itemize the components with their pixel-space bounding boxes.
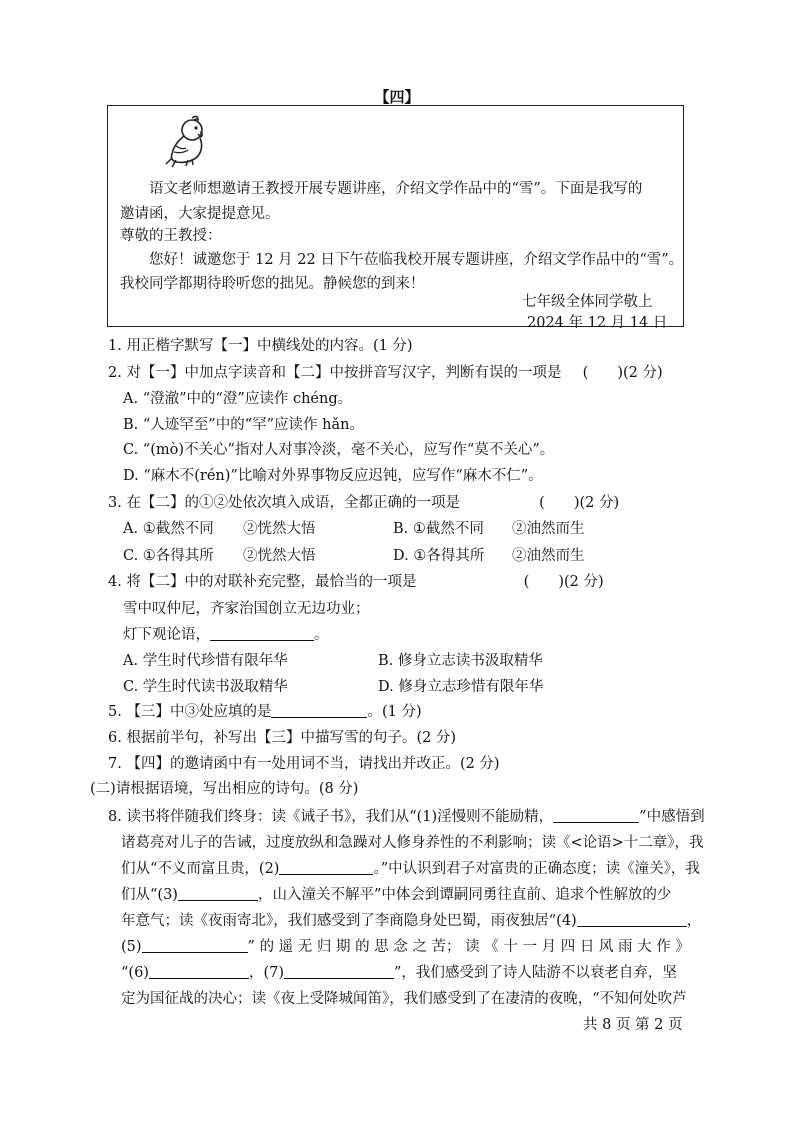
letter-intro-line1: 语文老师想邀请王教授开展专题讲座，介绍文学作品中的“雪”。下面是我写的 [149,181,643,197]
question-3 [108,491,619,512]
question-2-option-a: A. “澄澈”中的“澄”应读作 chéng。 [123,391,353,407]
q8-line-7-suffix: ”，我们感受到了诗人陆游不以衰老自弃，坚 [394,965,677,981]
page-footer: 共 8 页 第 2 页 [583,1017,683,1033]
q8-line-7-middle: ，(7) [248,965,284,981]
question-3-option-d1: D. ①各得其所 [393,548,485,564]
question-4-option-c: C. 学生时代读书汲取精华 [123,679,288,695]
letter-salutation: 尊敬的王教授： [120,228,222,244]
question-3-option-b1: B. ①截然不同 [393,521,484,537]
letter-intro-line2: 邀请函，大家提提意见。 [120,206,280,222]
question-5-prefix: 5. 【三】中③处应填的是 [108,704,272,720]
question-8-line-2: 诸葛亮对儿子的告诫，过度放纵和急躁对人修身养性的不利影响；读《<论语>十二章》，我 [121,835,704,851]
answer-blank[interactable] [142,938,248,953]
question-3-option-d2: ②油然而生 [512,548,585,564]
question-4-option-d: D. 修身立志珍惜有限年华 [378,679,544,695]
bird-icon [162,112,218,168]
question-1: 1. 用正楷字默写【一】中横线处的内容。(1 分) [108,338,413,354]
q8-line-1-prefix: 8. 读书将伴随我们终身：读《诫子书》，我们从“(1)淫慢则不能励精， [108,809,554,825]
part-2-heading: (二)请根据语境，写出相应的诗句。(8 分) [90,781,359,797]
question-8-line-3 [121,857,700,878]
question-8-line-5 [121,909,701,930]
question-4-score: (2 分) [564,574,604,590]
question-6: 6. 根据前半句，补写出【三】中描写雪的句子。(2 分) [108,730,457,746]
answer-paren[interactable]: ( ) [539,495,580,511]
letter-body-line1: 您好！诚邀您于 12 月 22 日下午莅临我校开展专题讲座，介绍文学作品中的“雪”。 [149,252,684,268]
question-8-line-7 [121,961,677,982]
letter-date: 2024 年 12 月 14 日 [527,315,668,331]
question-2 [108,361,663,382]
question-4 [108,570,604,591]
question-2-option-c: C. “(mò)不关心”指对人对事冷淡，毫不关心，应写作“莫不关心”。 [123,442,555,458]
q8-line-5-prefix: 年意气；读《夜雨寄北》，我们感受到了李商隐身处巴蜀，雨夜独居“(4) [121,913,577,929]
question-3-option-a2: ②恍然大悟 [243,521,316,537]
question-3-option-a1: A. ①截然不同 [123,521,214,537]
question-3-option-c2: ②恍然大悟 [243,548,316,564]
answer-blank[interactable] [210,626,314,641]
q8-line-6-prefix: (5) [121,939,142,955]
question-2-score: (2 分) [623,365,663,381]
letter-signature: 七年级全体同学敬上 [522,294,653,310]
question-4-option-b: B. 修身立志读书汲取精华 [378,653,543,669]
answer-blank[interactable] [284,964,394,979]
question-2-option-b: B. “人迹罕至”中的“罕”应读作 hǎn。 [123,417,364,433]
question-2-stem: 2. 对【一】中加点字读音和【二】中按拼音写汉字，判断有误的一项是 [108,365,562,381]
question-8-line-6 [121,935,690,956]
question-4-couplet-1: 雪中叹仲尼，齐家治国创立无边功业； [123,601,370,617]
question-3-option-c1: C. ①各得其所 [123,548,214,564]
question-4-option-a: A. 学生时代珍惜有限年华 [123,653,288,669]
question-3-score: (2 分) [579,495,620,511]
answer-paren[interactable]: ( ) [523,574,564,590]
question-2-option-d: D. “麻木不(rén)”比喻对外界事物反应迟钝，应写作“麻木不仁”。 [123,468,543,484]
q8-line-4-prefix: 们从“(3) [121,887,178,903]
answer-blank[interactable] [279,860,373,875]
q8-line-7-prefix: “(6) [121,965,149,981]
q8-line-3-prefix: 们从“不义而富且贵，(2) [121,861,280,877]
answer-blank[interactable] [553,808,639,823]
question-4-couplet-2 [123,623,329,644]
question-4-stem: 4. 将【二】中的对联补充完整，最恰当的一项是 [108,574,417,590]
q8-line-5-suffix: ， [686,913,702,929]
question-3-stem: 3. 在【二】的①②处依次填入成语，全都正确的一项是 [108,495,460,511]
q8-line-6-suffix: ” 的 遥 无 归 期 的 思 念 之 苦； 读 《 十 一 月 四 日 风 雨 大 作 》 [247,939,690,955]
answer-blank[interactable] [271,703,367,718]
section-title: 【四】 [374,88,420,106]
letter-body-line2: 我校同学都期待聆听您的拙见。静候您的到来！ [120,276,425,292]
answer-paren[interactable]: ( ) [582,365,623,381]
answer-blank[interactable] [178,886,258,901]
question-3-option-b2: ②油然而生 [512,521,585,537]
question-8-line-8: 定为国征战的决心；读《夜上受降城闻笛》，我们感受到了在凄清的夜晚，“不知何处吹芦 [121,991,687,1007]
q8-line-1-suffix: ”中感悟到 [639,809,705,825]
question-5 [108,700,422,721]
couplet-2-suffix: 。 [314,627,329,643]
question-7: 7. 【四】的邀请函中有一处用词不当，请找出并改正。(2 分) [108,756,500,772]
q8-line-3-suffix: 。”中认识到君子对富贵的正确态度；读《潼关》，我 [373,861,700,877]
couplet-2-prefix: 灯下观论语， [123,627,210,643]
question-5-suffix: 。(1 分) [367,704,422,720]
q8-line-4-suffix: ，山入潼关不解平”中体会到谭嗣同勇往直前、追求个性解放的少 [257,887,672,903]
question-8-line-1 [108,805,705,826]
question-8-line-4 [121,883,671,904]
answer-blank[interactable] [577,912,687,927]
answer-blank[interactable] [149,964,249,979]
